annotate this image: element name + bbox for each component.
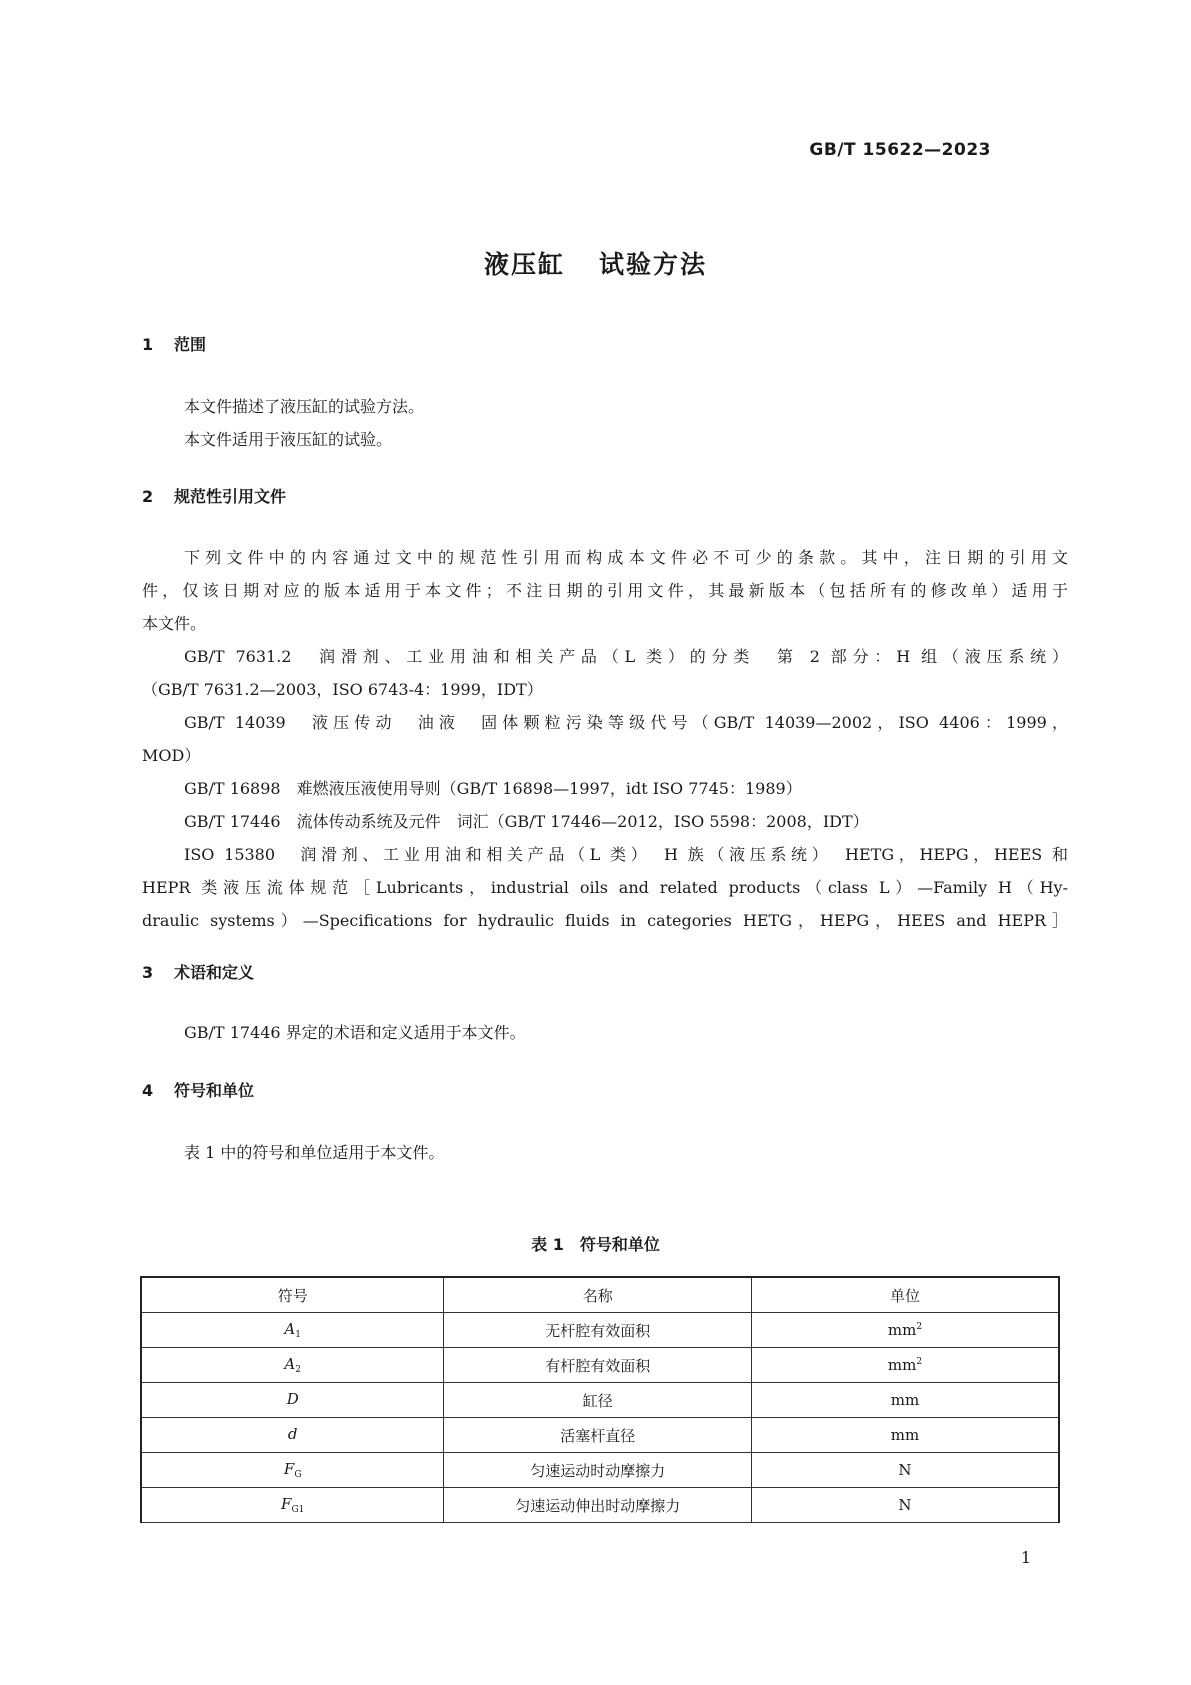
table-row xyxy=(141,1383,1059,1418)
unit-cell: $mm^2$ xyxy=(751,1348,1059,1383)
table-row xyxy=(141,1453,1059,1488)
reference-entry: ISO 15380 润滑剂、工业用油和相关产品（L 类） H 族（液压系统） HETG，HEPG，HEES 和 xyxy=(184,845,1068,864)
section-1-heading xyxy=(142,332,206,355)
paragraph-line: 本文件适用于液压缸的试验。 xyxy=(184,430,393,449)
table-row xyxy=(141,1488,1059,1523)
reference-entry-cont: （GB/T 7631.2—2003，ISO 6743-4：1999，IDT） xyxy=(142,680,543,699)
unit-cell: mm xyxy=(751,1383,1059,1418)
section-4-heading xyxy=(142,1078,254,1101)
reference-entry: GB/T 17446 流体传动系统及元件 词汇（GB/T 17446—2012，ISO 5598：2008，IDT） xyxy=(184,812,869,831)
unit-cell: $mm^2$ xyxy=(751,1313,1059,1348)
reference-entry-cont: MOD） xyxy=(142,746,201,765)
reference-entry-cont: HEPR 类液压流体规范［Lubricants，industrial oils and related products（class L）—Family H（Hy- xyxy=(142,878,1068,897)
reference-entry: GB/T 7631.2 润滑剂、工业用油和相关产品（L 类）的分类 第 2 部分：H 组（液压系统） xyxy=(184,647,1068,666)
page-number: 1 xyxy=(1020,1548,1031,1567)
table-header-cell: 单位 xyxy=(751,1277,1059,1313)
unit-cell: N xyxy=(751,1488,1059,1523)
paragraph-line: GB/T 17446 界定的术语和定义适用于本文件。 xyxy=(184,1023,526,1042)
name-cell: 缸径 xyxy=(444,1383,752,1418)
section-title: 规范性引用文件 xyxy=(174,487,287,506)
section-2-heading xyxy=(142,484,286,507)
section-number: 4 xyxy=(142,1081,154,1100)
symbol-cell: $F_{G1}$ xyxy=(141,1488,444,1523)
paragraph-line: 下列文件中的内容通过文中的规范性引用而构成本文件必不可少的条款。其中，注日期的引用文 xyxy=(184,548,1068,567)
symbols-table xyxy=(140,1276,1060,1523)
reference-entry: GB/T 14039 液压传动 油液 固体颗粒污染等级代号（GB/T 14039—2002，ISO 4406：1999， xyxy=(184,713,1068,732)
table-header-row xyxy=(141,1277,1059,1313)
section-number: 1 xyxy=(142,335,154,354)
table-row xyxy=(141,1418,1059,1453)
paragraph-line: 件，仅该日期对应的版本适用于本文件；不注日期的引用文件，其最新版本（包括所有的修改单）适用于 xyxy=(142,581,1068,600)
symbol-cell: D xyxy=(141,1383,444,1418)
document-title xyxy=(0,245,1191,281)
name-cell: 匀速运动伸出时动摩擦力 xyxy=(444,1488,752,1523)
section-3-heading xyxy=(142,960,254,983)
name-cell: 活塞杆直径 xyxy=(444,1418,752,1453)
standard-number: GB/T 15622—2023 xyxy=(809,140,991,160)
title-part-1: 液压缸 xyxy=(483,250,565,279)
reference-entry-cont: draulic systems）—Specifications for hydraulic fluids in categories HETG，HEPG，HEES and HEPR］ xyxy=(142,911,1068,930)
symbol-cell: $A_2$ xyxy=(141,1348,444,1383)
unit-cell: mm xyxy=(751,1418,1059,1453)
table-row xyxy=(141,1313,1059,1348)
table-header-cell: 名称 xyxy=(444,1277,752,1313)
name-cell: 无杆腔有效面积 xyxy=(444,1313,752,1348)
table-caption: 表 1 符号和单位 xyxy=(531,1235,660,1254)
paragraph-line: 表 1 中的符号和单位适用于本文件。 xyxy=(184,1143,445,1162)
section-number: 3 xyxy=(142,963,154,982)
symbol-cell: d xyxy=(141,1418,444,1453)
section-title: 术语和定义 xyxy=(174,963,255,982)
symbol-cell: $F_G$ xyxy=(141,1453,444,1488)
symbol-cell: $A_1$ xyxy=(141,1313,444,1348)
table-header-cell: 符号 xyxy=(141,1277,444,1313)
table-row xyxy=(141,1348,1059,1383)
section-title: 符号和单位 xyxy=(174,1081,255,1100)
name-cell: 有杆腔有效面积 xyxy=(444,1348,752,1383)
unit-cell: N xyxy=(751,1453,1059,1488)
paragraph-line: 本文件。 xyxy=(142,614,207,633)
section-number: 2 xyxy=(142,487,154,506)
title-part-2: 试验方法 xyxy=(599,250,708,279)
paragraph-line: 本文件描述了液压缸的试验方法。 xyxy=(184,397,425,416)
name-cell: 匀速运动时动摩擦力 xyxy=(444,1453,752,1488)
reference-entry: GB/T 16898 难燃液压液使用导则（GB/T 16898—1997，idt ISO 7745：1989） xyxy=(184,779,802,798)
section-title: 范围 xyxy=(174,335,207,354)
